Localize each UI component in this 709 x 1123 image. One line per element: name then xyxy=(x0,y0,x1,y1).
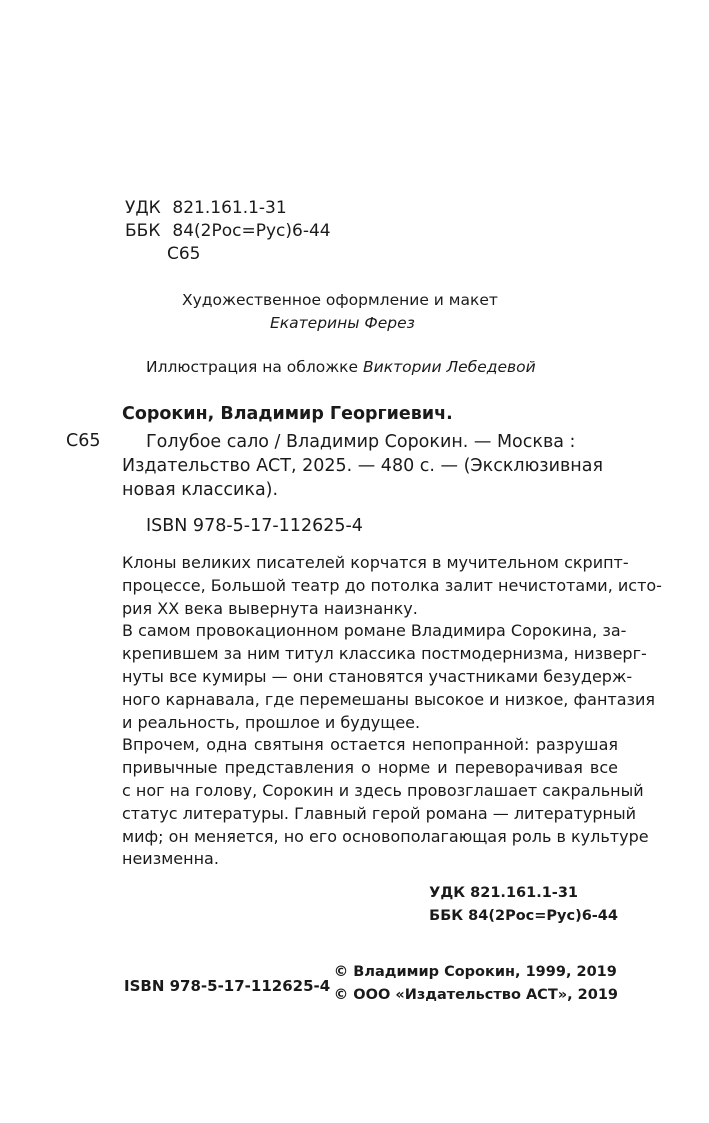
biblio-isbn: ISBN 978-5-17-112625-4 xyxy=(146,516,363,536)
annotation-line: Клоны великих писателей корчатся в мучительном скрипт- xyxy=(122,553,629,572)
illustration-prefix: Иллюстрация на обложке xyxy=(146,358,359,376)
annotation-line: Впрочем, одна святыня остается непопранной: разрушая xyxy=(122,735,618,755)
bbk-line xyxy=(125,220,331,243)
annotation-line: нуты все кумиры — они становятся участниками безудерж- xyxy=(122,666,633,686)
annotation-line: крепившем за ним титул классика постмодернизма, низверг- xyxy=(122,644,647,664)
footer-isbn: ISBN 978-5-17-112625-4 xyxy=(124,977,331,995)
udk-label: УДК xyxy=(125,198,161,218)
annotation-line: ного карнавала, где перемешаны высокое и низкое, фантазия xyxy=(122,689,656,709)
author-mark: С65 xyxy=(167,244,201,264)
bbk-value: 84(2Рос=Рус)6-44 xyxy=(172,221,331,241)
annotation-line: миф; он меняется, но его основополагающая роль в культуре xyxy=(122,826,649,846)
annotation-line: привычные представления о норме и переворачивая все xyxy=(122,758,618,778)
biblio-author-mark: С65 xyxy=(66,431,101,451)
biblio-line: Голубое сало / Владимир Сорокин. — Москва : xyxy=(146,432,576,452)
biblio-line: новая классика). xyxy=(122,480,279,500)
footer-codes xyxy=(429,882,618,928)
designer-name: Екатерины Ферез xyxy=(270,314,415,332)
illustration-credit xyxy=(146,356,536,378)
annotation-line: рия ХХ века вывернута наизнанку. xyxy=(122,598,418,618)
bbk-label: ББК xyxy=(125,221,161,241)
annotation-line: неизменна. xyxy=(122,849,219,869)
footer-udk: УДК 821.161.1-31 xyxy=(429,885,579,901)
udk-value: 821.161.1-31 xyxy=(172,198,287,218)
design-credit: Художественное оформление и макет xyxy=(182,291,498,309)
author-heading: Сорокин, Владимир Георгиевич. xyxy=(122,404,453,424)
copyright-publisher: © ООО «Издательство АСТ», 2019 xyxy=(333,987,618,1003)
biblio-line: Издательство АСТ, 2025. — 480 с. — (Эксклюзивная xyxy=(122,456,603,476)
biblio-description xyxy=(122,430,603,502)
footer-bbk: ББК 84(2Рос=Рус)6-44 xyxy=(429,908,618,924)
annotation xyxy=(122,552,662,871)
classification-block xyxy=(125,197,331,243)
annotation-line: В самом провокационном романе Владимира Сорокина, за- xyxy=(122,621,627,641)
annotation-line: и реальность, прошлое и будущее. xyxy=(122,712,421,732)
annotation-line: процессе, Большой театр до потолка залит нечистотами, исто- xyxy=(122,575,662,595)
annotation-line: с ног на голову, Сорокин и здесь провозглашает сакральный xyxy=(122,780,644,800)
illustrator-name: Виктории Лебедевой xyxy=(363,358,536,376)
copyright-author: © Владимир Сорокин, 1999, 2019 xyxy=(333,964,617,980)
udk-line xyxy=(125,197,331,220)
annotation-line: статус литературы. Главный герой романа — литературный xyxy=(122,803,637,823)
copyright-block xyxy=(334,961,618,1007)
